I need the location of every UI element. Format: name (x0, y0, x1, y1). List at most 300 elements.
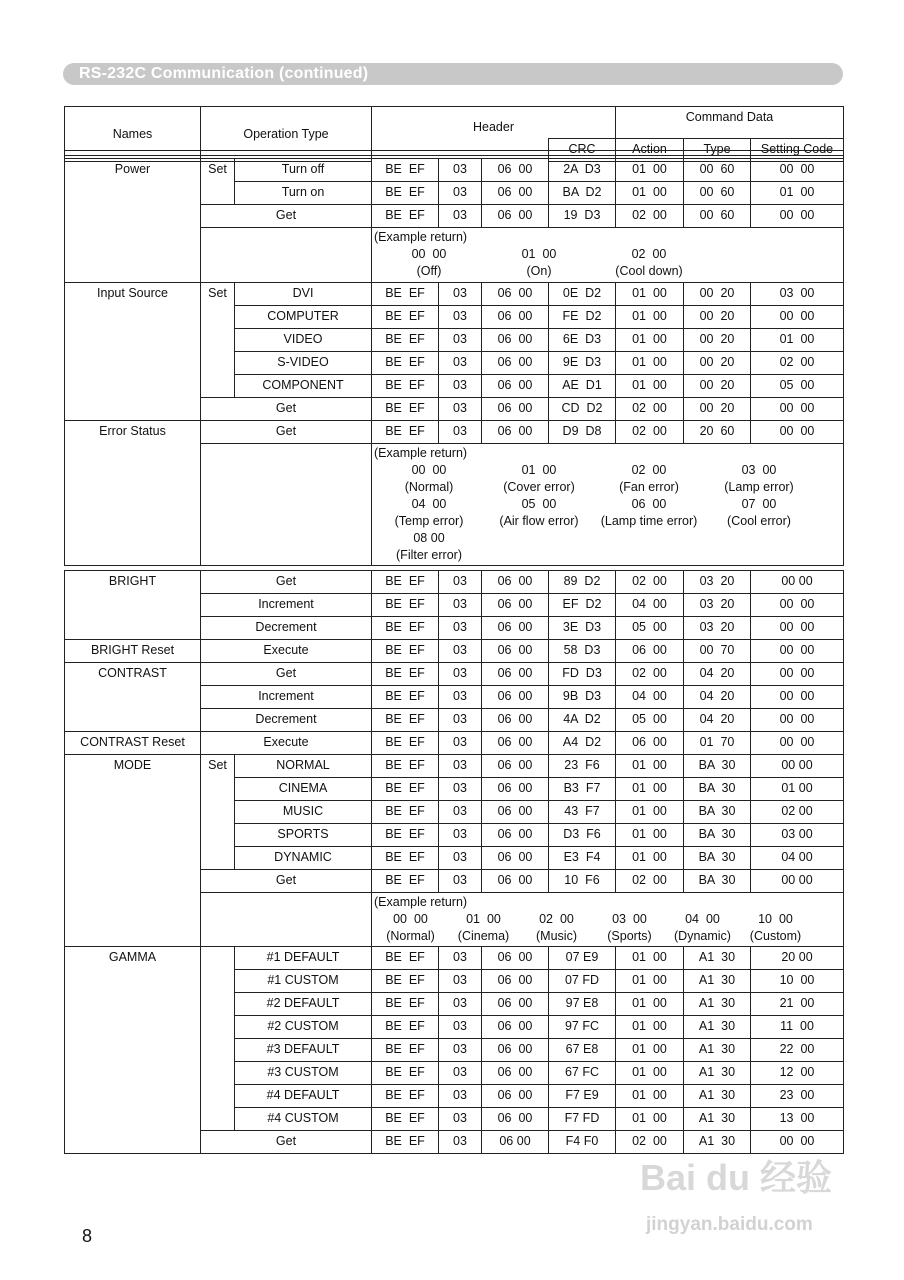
col-operation-type: Operation Type (201, 107, 372, 162)
example-title: (Example return) (374, 446, 468, 460)
example-code: 01 00 (466, 912, 501, 926)
operation-cell: Increment (201, 686, 372, 709)
example-item (374, 530, 484, 564)
example-label: (Cinema) (457, 929, 510, 943)
action-cell: 02 00 (616, 205, 684, 228)
header-byte-2: 03 (439, 970, 482, 993)
name-gamma: GAMMA (65, 947, 201, 1154)
example-item (704, 462, 814, 496)
setting-code-cell: 00 00 (751, 398, 844, 421)
set-label: Set (201, 159, 235, 205)
example-item (447, 911, 520, 945)
operation-cell: #2 DEFAULT (235, 993, 372, 1016)
example-item (374, 462, 484, 496)
crc-cell: 23 F6 (549, 755, 616, 778)
operation-cell: VIDEO (235, 329, 372, 352)
action-cell: 06 00 (616, 640, 684, 663)
type-cell: A1 30 (684, 947, 751, 970)
table-row (65, 283, 844, 306)
action-cell: 01 00 (616, 1016, 684, 1039)
header-byte-3: 06 00 (482, 1108, 549, 1131)
action-cell: 01 00 (616, 993, 684, 1016)
header-byte-1: BE EF (372, 421, 439, 444)
header-byte-1: BE EF (372, 283, 439, 306)
type-cell: BA 30 (684, 870, 751, 893)
name-contrast-reset: CONTRAST Reset (65, 732, 201, 755)
setting-code-cell: 00 00 (751, 205, 844, 228)
example-return (372, 893, 844, 947)
action-cell: 02 00 (616, 870, 684, 893)
setting-code-cell: 10 00 (751, 970, 844, 993)
setting-code-cell: 12 00 (751, 1062, 844, 1085)
header-byte-2: 03 (439, 993, 482, 1016)
setting-code-cell: 03 00 (751, 824, 844, 847)
example-title: (Example return) (374, 895, 468, 909)
example-label: (Lamp error) (724, 480, 794, 494)
operation-cell: DYNAMIC (235, 847, 372, 870)
operation-cell: CINEMA (235, 778, 372, 801)
header-byte-1: BE EF (372, 732, 439, 755)
header-byte-3: 06 00 (482, 947, 549, 970)
header-byte-3: 06 00 (482, 1085, 549, 1108)
header-byte-1: BE EF (372, 993, 439, 1016)
header-byte-1: BE EF (372, 205, 439, 228)
setting-code-cell: 00 00 (751, 732, 844, 755)
header-byte-1: BE EF (372, 778, 439, 801)
crc-cell: AE D1 (549, 375, 616, 398)
action-cell: 01 00 (616, 1108, 684, 1131)
type-cell: 03 20 (684, 571, 751, 594)
crc-cell: 67 FC (549, 1062, 616, 1085)
col-setting-code: Setting Code (751, 139, 844, 162)
setting-code-cell: 02 00 (751, 801, 844, 824)
action-cell: 04 00 (616, 686, 684, 709)
operation-cell: #3 CUSTOM (235, 1062, 372, 1085)
example-label: (Music) (536, 929, 577, 943)
crc-cell: 07 E9 (549, 947, 616, 970)
operation-cell: MUSIC (235, 801, 372, 824)
crc-cell: 0E D2 (549, 283, 616, 306)
crc-cell: FD D3 (549, 663, 616, 686)
type-cell: BA 30 (684, 778, 751, 801)
setting-code-cell: 00 00 (751, 870, 844, 893)
header-byte-3: 06 00 (482, 755, 549, 778)
setting-code-cell: 01 00 (751, 329, 844, 352)
operation-cell: NORMAL (235, 755, 372, 778)
header-byte-3: 06 00 (482, 182, 549, 205)
header-byte-3: 06 00 (482, 421, 549, 444)
example-label: (Custom) (749, 929, 802, 943)
header-byte-1: BE EF (372, 571, 439, 594)
example-label: (Filter error) (396, 548, 462, 562)
header-byte-3: 06 00 (482, 306, 549, 329)
setting-code-cell: 00 00 (751, 594, 844, 617)
example-label: (Dynamic) (674, 929, 731, 943)
setting-code-cell: 22 00 (751, 1039, 844, 1062)
header-byte-1: BE EF (372, 329, 439, 352)
type-cell: A1 30 (684, 970, 751, 993)
example-item (374, 911, 447, 945)
crc-cell: F4 F0 (549, 1131, 616, 1154)
type-cell: BA 30 (684, 801, 751, 824)
example-item (593, 911, 666, 945)
header-byte-2: 03 (439, 1085, 482, 1108)
example-grid (374, 462, 841, 564)
set-label: Set (201, 755, 235, 870)
type-cell: 00 20 (684, 398, 751, 421)
header-byte-1: BE EF (372, 947, 439, 970)
header-byte-2: 03 (439, 1062, 482, 1085)
operation-cell: COMPONENT (235, 375, 372, 398)
setting-code-cell: 00 00 (751, 421, 844, 444)
example-code: 07 00 (741, 497, 777, 511)
header-byte-2: 03 (439, 421, 482, 444)
header-byte-2: 03 (439, 755, 482, 778)
type-cell: 00 20 (684, 306, 751, 329)
action-cell: 01 00 (616, 283, 684, 306)
header-byte-3: 06 00 (482, 352, 549, 375)
header-byte-2: 03 (439, 870, 482, 893)
header-byte-1: BE EF (372, 617, 439, 640)
type-cell: A1 30 (684, 1108, 751, 1131)
example-code: 06 00 (631, 497, 667, 511)
action-cell: 01 00 (616, 182, 684, 205)
table-row (65, 421, 844, 444)
header-byte-3: 06 00 (482, 1062, 549, 1085)
operation-cell: Get (201, 398, 372, 421)
header-byte-2: 03 (439, 283, 482, 306)
operation-cell: COMPUTER (235, 306, 372, 329)
example-code: 04 00 (411, 497, 447, 511)
operation-cell: Get (201, 870, 372, 893)
action-cell: 02 00 (616, 421, 684, 444)
example-code: 03 00 (741, 463, 777, 477)
operation-cell: Get (201, 663, 372, 686)
example-label: (Sports) (607, 929, 652, 943)
col-header: Header (372, 107, 616, 139)
operation-cell: Get (201, 1131, 372, 1154)
type-cell: A1 30 (684, 993, 751, 1016)
header-byte-3: 06 00 (482, 801, 549, 824)
header-byte-2: 03 (439, 947, 482, 970)
col-action: Action (616, 139, 684, 162)
header-byte-3: 06 00 (482, 663, 549, 686)
header-byte-1: BE EF (372, 847, 439, 870)
action-cell: 01 00 (616, 947, 684, 970)
example-grid (374, 246, 841, 280)
header-byte-1: BE EF (372, 375, 439, 398)
example-item (704, 496, 814, 530)
table-row (65, 947, 844, 970)
example-label: (Fan error) (619, 480, 679, 494)
name-bright: BRIGHT (65, 571, 201, 640)
operation-cell: #1 CUSTOM (235, 970, 372, 993)
header-byte-1: BE EF (372, 306, 439, 329)
action-cell: 02 00 (616, 571, 684, 594)
example-return (372, 228, 844, 283)
header-byte-2: 03 (439, 1016, 482, 1039)
example-label: (Off) (416, 264, 442, 278)
example-code: 00 00 (393, 912, 428, 926)
type-cell: 00 20 (684, 375, 751, 398)
table-row (65, 159, 844, 182)
setting-code-cell: 00 00 (751, 617, 844, 640)
header-byte-2: 03 (439, 663, 482, 686)
header-byte-1: BE EF (372, 970, 439, 993)
header-byte-2: 03 (439, 686, 482, 709)
header-byte-2: 03 (439, 801, 482, 824)
operation-cell: #3 DEFAULT (235, 1039, 372, 1062)
action-cell: 01 00 (616, 1085, 684, 1108)
crc-cell: 9B D3 (549, 686, 616, 709)
header-byte-1: BE EF (372, 1085, 439, 1108)
example-item (594, 246, 704, 280)
action-cell: 01 00 (616, 970, 684, 993)
operation-cell: Turn on (235, 182, 372, 205)
crc-cell: 10 F6 (549, 870, 616, 893)
header-byte-2: 03 (439, 1108, 482, 1131)
command-table-1 (64, 158, 844, 566)
crc-cell: EF D2 (549, 594, 616, 617)
crc-cell: 4A D2 (549, 709, 616, 732)
setting-code-cell: 00 00 (751, 755, 844, 778)
header-byte-3: 06 00 (482, 1131, 549, 1154)
setting-code-cell: 20 00 (751, 947, 844, 970)
operation-cell: DVI (235, 283, 372, 306)
action-cell: 02 00 (616, 398, 684, 421)
type-cell: A1 30 (684, 1039, 751, 1062)
example-grid (374, 911, 841, 945)
header-byte-2: 03 (439, 778, 482, 801)
type-cell: A1 30 (684, 1131, 751, 1154)
setting-code-cell: 01 00 (751, 778, 844, 801)
action-cell: 01 00 (616, 1062, 684, 1085)
action-cell: 01 00 (616, 755, 684, 778)
action-cell: 01 00 (616, 847, 684, 870)
crc-cell: D9 D8 (549, 421, 616, 444)
type-cell: 04 20 (684, 709, 751, 732)
example-code: 01 00 (521, 463, 557, 477)
watermark-logo: Bai du 经验 (640, 1157, 833, 1198)
type-cell: A1 30 (684, 1016, 751, 1039)
header-byte-2: 03 (439, 182, 482, 205)
crc-cell: 67 E8 (549, 1039, 616, 1062)
name-input-source: Input Source (65, 283, 201, 421)
crc-cell: 3E D3 (549, 617, 616, 640)
action-cell: 01 00 (616, 375, 684, 398)
header-byte-1: BE EF (372, 1016, 439, 1039)
header-byte-3: 06 00 (482, 824, 549, 847)
header-byte-2: 03 (439, 824, 482, 847)
crc-cell: BA D2 (549, 182, 616, 205)
example-code: 10 00 (758, 912, 793, 926)
crc-cell: 97 FC (549, 1016, 616, 1039)
section-title-bar (63, 63, 843, 85)
type-cell: BA 30 (684, 824, 751, 847)
col-crc: CRC (549, 139, 616, 162)
header-byte-1: BE EF (372, 182, 439, 205)
action-cell: 01 00 (616, 159, 684, 182)
crc-cell: 9E D3 (549, 352, 616, 375)
type-cell: A1 30 (684, 1062, 751, 1085)
example-code: 04 00 (685, 912, 720, 926)
example-code: 01 00 (521, 247, 557, 261)
operation-cell: #2 CUSTOM (235, 1016, 372, 1039)
header-byte-1: BE EF (372, 1108, 439, 1131)
header-byte-3: 06 00 (482, 205, 549, 228)
header-byte-1: BE EF (372, 640, 439, 663)
example-label: (Air flow error) (499, 514, 579, 528)
example-code: 05 00 (521, 497, 557, 511)
header-byte-2: 03 (439, 594, 482, 617)
type-cell: 04 20 (684, 663, 751, 686)
name-contrast: CONTRAST (65, 663, 201, 732)
header-byte-2: 03 (439, 352, 482, 375)
setting-code-cell: 05 00 (751, 375, 844, 398)
section-title: RS-232C Communication (continued) (79, 65, 369, 82)
header-byte-2: 03 (439, 159, 482, 182)
setting-code-cell: 00 00 (751, 159, 844, 182)
example-item (666, 911, 739, 945)
example-return (372, 444, 844, 566)
operation-cell: Execute (201, 732, 372, 755)
header-byte-3: 06 00 (482, 617, 549, 640)
type-cell: 03 20 (684, 594, 751, 617)
header-byte-1: BE EF (372, 1062, 439, 1085)
header-byte-2: 03 (439, 732, 482, 755)
example-item (374, 246, 484, 280)
col-type: Type (684, 139, 751, 162)
type-cell: A1 30 (684, 1085, 751, 1108)
example-item (484, 496, 594, 530)
type-cell: 20 60 (684, 421, 751, 444)
setting-code-cell: 00 00 (751, 640, 844, 663)
header-divider (64, 150, 843, 156)
setting-code-cell: 21 00 (751, 993, 844, 1016)
operation-cell: SPORTS (235, 824, 372, 847)
type-cell: BA 30 (684, 755, 751, 778)
header-byte-2: 03 (439, 640, 482, 663)
table-row (65, 571, 844, 594)
example-item (374, 496, 484, 530)
header-byte-1: BE EF (372, 1131, 439, 1154)
crc-cell: 43 F7 (549, 801, 616, 824)
example-code: 02 00 (539, 912, 574, 926)
type-cell: 00 60 (684, 182, 751, 205)
operation-cell: Execute (201, 640, 372, 663)
header-byte-3: 06 00 (482, 329, 549, 352)
operation-cell: Get (201, 571, 372, 594)
operation-cell: Decrement (201, 617, 372, 640)
type-cell: 03 20 (684, 617, 751, 640)
col-command-data: Command Data (616, 107, 844, 139)
header-byte-3: 06 00 (482, 375, 549, 398)
header-byte-3: 06 00 (482, 870, 549, 893)
page-number: 8 (82, 1226, 93, 1246)
setting-code-cell: 11 00 (751, 1016, 844, 1039)
setting-code-cell: 13 00 (751, 1108, 844, 1131)
action-cell: 01 00 (616, 352, 684, 375)
name-bright-reset: BRIGHT Reset (65, 640, 201, 663)
command-table-2 (64, 570, 844, 1154)
action-cell: 01 00 (616, 778, 684, 801)
header-byte-1: BE EF (372, 686, 439, 709)
example-code: 00 00 (411, 463, 447, 477)
crc-cell: 97 E8 (549, 993, 616, 1016)
crc-cell: F7 E9 (549, 1085, 616, 1108)
operation-cell: Increment (201, 594, 372, 617)
header-byte-2: 03 (439, 1039, 482, 1062)
header-byte-3: 06 00 (482, 847, 549, 870)
example-code: 02 00 (631, 463, 667, 477)
crc-cell: D3 F6 (549, 824, 616, 847)
name-error-status: Error Status (65, 421, 201, 566)
crc-cell: 07 FD (549, 970, 616, 993)
header-byte-3: 06 00 (482, 571, 549, 594)
crc-cell: FE D2 (549, 306, 616, 329)
example-label: (Normal) (386, 929, 435, 943)
header-byte-2: 03 (439, 1131, 482, 1154)
header-byte-1: BE EF (372, 398, 439, 421)
setting-code-cell: 00 00 (751, 663, 844, 686)
action-cell: 02 00 (616, 663, 684, 686)
example-label: (On) (526, 264, 552, 278)
example-item (484, 462, 594, 496)
table-row (65, 640, 844, 663)
action-cell: 01 00 (616, 306, 684, 329)
header-byte-3: 06 00 (482, 159, 549, 182)
setting-code-cell: 00 00 (751, 571, 844, 594)
operation-cell: Get (201, 421, 372, 444)
example-item (484, 246, 594, 280)
crc-cell: 58 D3 (549, 640, 616, 663)
header-byte-3: 06 00 (482, 640, 549, 663)
crc-cell: 89 D2 (549, 571, 616, 594)
action-cell: 06 00 (616, 732, 684, 755)
type-cell: 00 60 (684, 205, 751, 228)
header-byte-3: 06 00 (482, 993, 549, 1016)
name-power: Power (65, 159, 201, 283)
example-label: (Cool down) (615, 264, 683, 278)
action-cell: 05 00 (616, 617, 684, 640)
type-cell: 00 20 (684, 283, 751, 306)
header-byte-3: 06 00 (482, 970, 549, 993)
action-cell: 04 00 (616, 594, 684, 617)
example-code: 03 00 (612, 912, 647, 926)
action-cell: 05 00 (616, 709, 684, 732)
crc-cell: 2A D3 (549, 159, 616, 182)
header-byte-3: 06 00 (482, 283, 549, 306)
example-item (520, 911, 593, 945)
setting-code-cell: 03 00 (751, 283, 844, 306)
header-byte-1: BE EF (372, 663, 439, 686)
table-row (65, 755, 844, 778)
header-byte-1: BE EF (372, 1039, 439, 1062)
set-label: Set (201, 283, 235, 398)
setting-code-cell: 00 00 (751, 686, 844, 709)
crc-cell: 6E D3 (549, 329, 616, 352)
example-label: (Temp error) (394, 514, 464, 528)
example-item (594, 496, 704, 530)
header-byte-3: 06 00 (482, 1016, 549, 1039)
example-code: 02 00 (631, 247, 667, 261)
type-cell: BA 30 (684, 847, 751, 870)
setting-code-cell: 00 00 (751, 306, 844, 329)
header-byte-1: BE EF (372, 801, 439, 824)
example-title: (Example return) (374, 230, 468, 244)
operation-cell: Get (201, 205, 372, 228)
example-label: (Cool error) (727, 514, 791, 528)
